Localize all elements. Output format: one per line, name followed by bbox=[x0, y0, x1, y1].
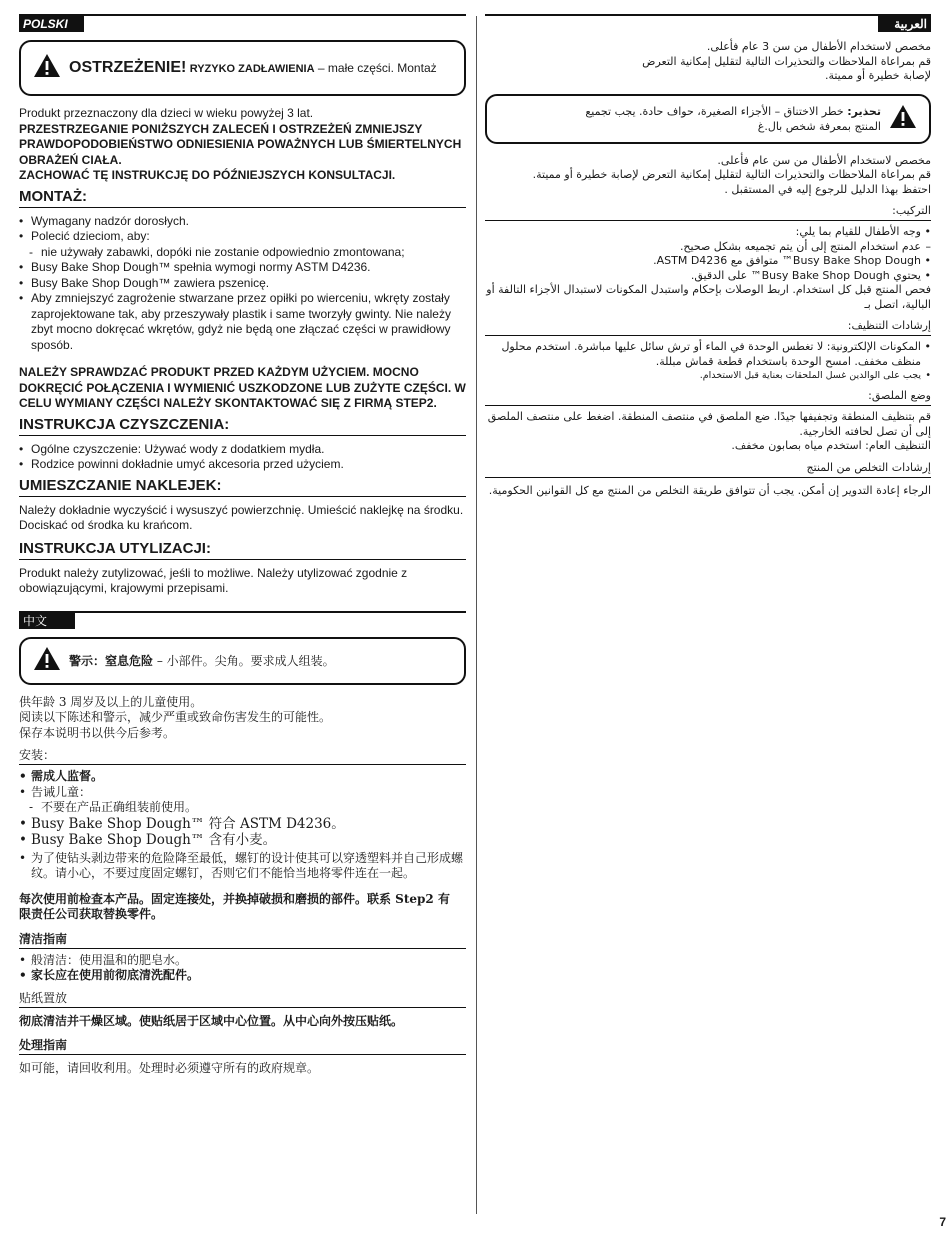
polish-keep-instructions: ZACHOWAĆ TĘ INSTRUKCJĘ DO PÓŹNIEJSZYCH KONSULTACJI. bbox=[19, 168, 396, 182]
polish-warning-rest: – małe części. Montaż bbox=[317, 60, 437, 75]
polish-sticker-heading: UMIESZCZANIE NAKLEJEK: bbox=[19, 477, 466, 497]
arabic-cleaning-list bbox=[485, 340, 931, 382]
list-item: • 家长应在使用前彻底清洗配件。 bbox=[19, 968, 466, 984]
arabic-assembly-list bbox=[485, 225, 931, 283]
arabic-language-label: العربية bbox=[878, 16, 931, 32]
list-item: • Busy Bake Shop Dough™ متوافق مع ASTM D4236. bbox=[485, 254, 931, 269]
left-column bbox=[19, 14, 466, 1077]
arabic-language-bar bbox=[485, 14, 931, 34]
list-item: • Ogólne czyszczenie: Używać wody z dodatkiem mydła. bbox=[19, 442, 466, 458]
list-item: • Busy Bake Shop Dough™ 含有小麦。 bbox=[19, 832, 466, 849]
chinese-disposal-heading: 处理指南 bbox=[19, 1037, 466, 1055]
polish-warning-sub: RYZYKO ZADŁAWIENIA bbox=[189, 62, 315, 75]
list-item: • Aby zmniejszyć zagrożenie stwarzane przez opiłki po wierceniu, wkręty zostały zaprojektowane tak, aby przeszywały plastik i same tworzyły gwinty. Nie należy zbyt mocno dokręcać wkrętów, gdyż nie będą one złączać części w prawidłowy sposób. bbox=[19, 291, 466, 353]
list-item: - nie używały zabawki, dopóki nie zostanie odpowiednio zmontowana; bbox=[19, 245, 466, 261]
arabic-assembly-heading: التركيب: bbox=[485, 203, 931, 221]
arabic-disposal-heading: إرشادات التخلص من المنتج bbox=[485, 460, 931, 478]
list-item: • Rodzice powinni dokładnie umyć akcesoria przed użyciem. bbox=[19, 457, 466, 473]
chinese-cleaning-list bbox=[19, 953, 466, 984]
polish-sticker-text: Należy dokładnie wyczyścić i wysuszyć powierzchnię. Umieścić naklejkę na środku. Dociskać od środka ku krańcom. bbox=[19, 502, 464, 532]
chinese-warning-box bbox=[19, 637, 466, 685]
column-divider bbox=[476, 16, 477, 1214]
warning-triangle-icon bbox=[33, 646, 61, 676]
list-item: • Busy Bake Shop Dough™ spełnia wymogi normy ASTM D4236. bbox=[19, 260, 466, 276]
list-item: - 不要在产品正确组装前使用。 bbox=[19, 800, 466, 816]
list-item: • 为了使钻头剥边带来的危险降至最低，螺钉的设计使其可以穿透塑料并自己形成螺纹。请小心，不要过度固定螺钉，否则它们不能恰当地将零件连在一起。 bbox=[19, 851, 466, 882]
list-item: • Wymagany nadzór dorosłych. bbox=[19, 214, 466, 230]
chinese-warning-rest: – 小部件。尖角。要求成人组装。 bbox=[156, 653, 335, 668]
list-item: • 般清洁：使用温和的肥皂水。 bbox=[19, 953, 466, 969]
arabic-warning-box bbox=[485, 94, 931, 144]
chinese-warning-title: 警示：窒息危险 bbox=[69, 653, 154, 668]
list-item: • 需成人监督。 bbox=[19, 769, 466, 785]
arabic-disposal-text: الرجاء إعادة التدوير إن أمكن. يجب أن تتوافق طريقة التخلص من المنتج مع كل القوانين الحكومية. bbox=[488, 483, 931, 497]
polish-warning-box bbox=[19, 40, 466, 96]
chinese-language-bar bbox=[19, 611, 466, 631]
chinese-sticker-text: 彻底清洁并干燥区域。使贴纸居于区域中心位置。从中心向外按压贴纸。 bbox=[19, 1013, 404, 1028]
warning-triangle-icon bbox=[889, 104, 917, 134]
list-item: • 告诫儿童： bbox=[19, 785, 466, 801]
chinese-language-label: 中文 bbox=[19, 613, 75, 629]
arabic-check-notice: فحص المنتج قبل كل استخدام. اربط الوصلات بإحكام واستبدل المكونات لاستبدال الأجزاء التالفة أو البالية، اتصل بـ bbox=[486, 283, 931, 311]
polish-language-bar bbox=[19, 14, 466, 34]
list-item: – عدم استخدام المنتج إلى أن يتم تجميعه بشكل صحيح. bbox=[485, 240, 931, 255]
list-item: • يحتوي Busy Bake Shop Dough™ على الدقيق. bbox=[485, 269, 931, 284]
polish-language-label: POLSKI bbox=[19, 16, 84, 32]
list-item: • المكونات الإلكترونية: لا تغطس الوحدة في الماء أو ترش سائل عليها مباشرة. استخدم محلول منظف مخفف. امسح الوحدة باستخدام قطعة قماش مبللة. bbox=[485, 340, 931, 369]
warning-triangle-icon bbox=[33, 53, 61, 83]
chinese-cleaning-heading: 清洁指南 bbox=[19, 931, 466, 949]
polish-cleaning-list bbox=[19, 442, 466, 473]
list-item: • وجه الأطفال للقيام بما يلي: bbox=[485, 225, 931, 240]
arabic-intro-top: مخصص لاستخدام الأطفال من سن 3 عام فأعلى. قم بمراعاة الملاحظات والتحذيرات التالية لتقليل إمكانية التعرض لإصابة خطيرة أو مميتة. bbox=[642, 40, 931, 82]
arabic-warning-title: تحذير: bbox=[847, 104, 881, 118]
arabic-cleaning-heading: إرشادات التنظيف: bbox=[485, 318, 931, 336]
chinese-intro: 供年龄 3 周岁及以上的儿童使用。 阅读以下陈述和警示，减少严重或致命伤害发生的可能性。 保存本说明书以供今后参考。 bbox=[19, 694, 332, 740]
chinese-sticker-heading: 贴纸置放 bbox=[19, 990, 466, 1008]
chinese-assembly-heading: 安装： bbox=[19, 747, 466, 765]
polish-disposal-text: Produkt należy zutylizować, jeśli to możliwe. Należy utylizować zgodnie z obowiązującymi, krajowymi przepisami. bbox=[19, 565, 408, 595]
arabic-sticker-text: قم بتنظيف المنطقة وتجفيفها جيدًا. ضع الملصق في منتصف المنطقة. اضغط على منتصف الملصق إلى أن تصل لحافته الخارجية. التنظيف العام: استخدم مياه بصابون مخفف. bbox=[487, 410, 931, 452]
polish-assembly-heading: MONTAŻ: bbox=[19, 188, 466, 208]
chinese-check-notice: 每次使用前检查本产品。固定连接处，并换掉破损和磨损的部件。联系 Step2 有 限责任公司获取替换零件。 bbox=[19, 891, 450, 921]
polish-warning-title: OSTRZEŻENIE! bbox=[69, 58, 187, 76]
arabic-warning-rest: خطر الاختناق – الأجزاء الصغيرة، حواف حادة. يجب تجميع المنتج بمعرفة شخص بال.غ bbox=[585, 104, 881, 133]
list-item: • Busy Bake Shop Dough™ 符合 ASTM D4236。 bbox=[19, 816, 466, 833]
arabic-sticker-heading: وضع الملصق: bbox=[485, 388, 931, 406]
chinese-assembly-list bbox=[19, 769, 466, 882]
polish-intro: Produkt przeznaczony dla dzieci w wieku powyżej 3 lat. bbox=[19, 106, 314, 120]
polish-assembly-list bbox=[19, 214, 466, 354]
polish-disposal-heading: INSTRUKCJA UTYLIZACJI: bbox=[19, 540, 466, 560]
list-item: • Polecić dzieciom, aby: bbox=[19, 229, 466, 245]
list-item: • يجب على الوالدين غسل الملحقات بعناية قبل الاستخدام. bbox=[485, 369, 931, 382]
polish-intro-bold: PRZESTRZEGANIE PONIŻSZYCH ZALECEŃ I OSTRZEŻEŃ ZMNIEJSZY PRAWDOPODOBIEŃSTWO ODNIESIENIA POWAŻNYCH LUB ŚMIERTELNYCH OBRAŻEŃ CIAŁA. bbox=[19, 121, 462, 167]
page-number: 7 bbox=[939, 1215, 946, 1229]
list-item: • Busy Bake Shop Dough™ zawiera pszenicę. bbox=[19, 276, 466, 292]
chinese-disposal-text: 如可能，请回收利用。处理时必须遵守所有的政府规章。 bbox=[19, 1061, 320, 1075]
right-column-arabic bbox=[485, 14, 931, 498]
polish-check-notice: NALEŻY SPRAWDZAĆ PRODUKT PRZED KAŻDYM UŻYCIEM. MOCNO DOKRĘCIĆ POŁĄCZENIA I WYMIENIĆ USZKODZONE LUB ZUŻYTE CZĘŚCI. W CELU WYMIANY CZĘŚCI NALEŻY SKONTAKTOWAĆ SIĘ Z FIRMĄ STEP2. bbox=[19, 365, 466, 410]
chinese-section bbox=[19, 611, 466, 1077]
polish-cleaning-heading: INSTRUKCJA CZYSZCZENIA: bbox=[19, 416, 466, 436]
arabic-intro: مخصص لاستخدام الأطفال من سن عام فأعلى. قم بمراعاة الملاحظات والتحذيرات التالية لتقليل إمكانية التعرض لإصابة خطيرة أو مميتة. احتفظ بهذا الدليل للرجوع إليه في المستقبل . bbox=[532, 153, 931, 196]
